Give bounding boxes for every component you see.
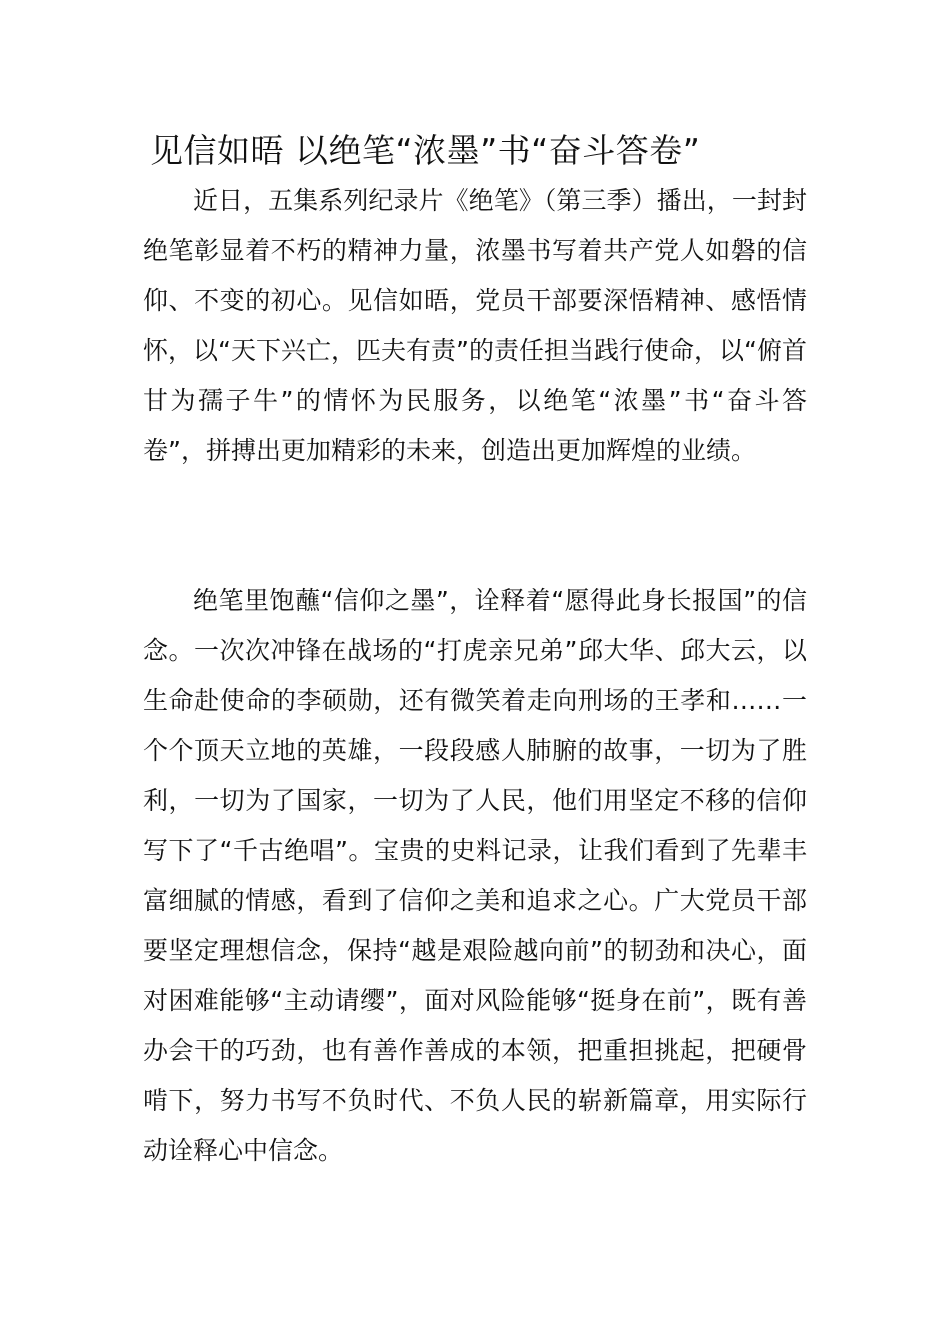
article-title: 见信如晤 以绝笔“浓墨”书“奋斗答卷”	[150, 131, 701, 170]
paragraph-intro: 近日，五集系列纪录片《绝笔》（第三季）播出，一封封绝笔彰显着不朽的精神力量，浓墨书写着共产党人如磐的信仰、不变的初心。见信如晤，党员干部要深悟精神、感悟情怀，以“天下兴亡，匹夫有责”的责任担当践行使命，以“俯首甘为孺子牛”的情怀为民服务，以绝笔“浓墨”书“奋斗答卷”，拼搏出更加精彩的未来，创造出更加辉煌的业绩。	[143, 186, 807, 465]
paragraph-faith: 绝笔里饱蘸“信仰之墨”，诠释着“愿得此身长报国”的信念。一次次冲锋在战场的“打虎亲兄弟”邱大华、邱大云，以生命赴使命的李硕勋，还有微笑着走向刑场的王孝和……一个个顶天立地的英雄，一段段感人肺腑的故事，一切为了胜利，一切为了国家，一切为了人民，他们用坚定不移的信仰写下了“千古绝唱”。宝贵的史料记录，让我们看到了先辈丰富细腻的情感，看到了信仰之美和追求之心。广大党员干部要坚定理想信念，保持“越是艰险越向前”的韧劲和决心，面对困难能够“主动请缨”，面对风险能够“挺身在前”，既有善办会干的巧劲，也有善作善成的本领，把重担挑起，把硬骨啃下，努力书写不负时代、不负人民的崭新篇章，用实际行动诠释心中信念。	[143, 586, 807, 1165]
